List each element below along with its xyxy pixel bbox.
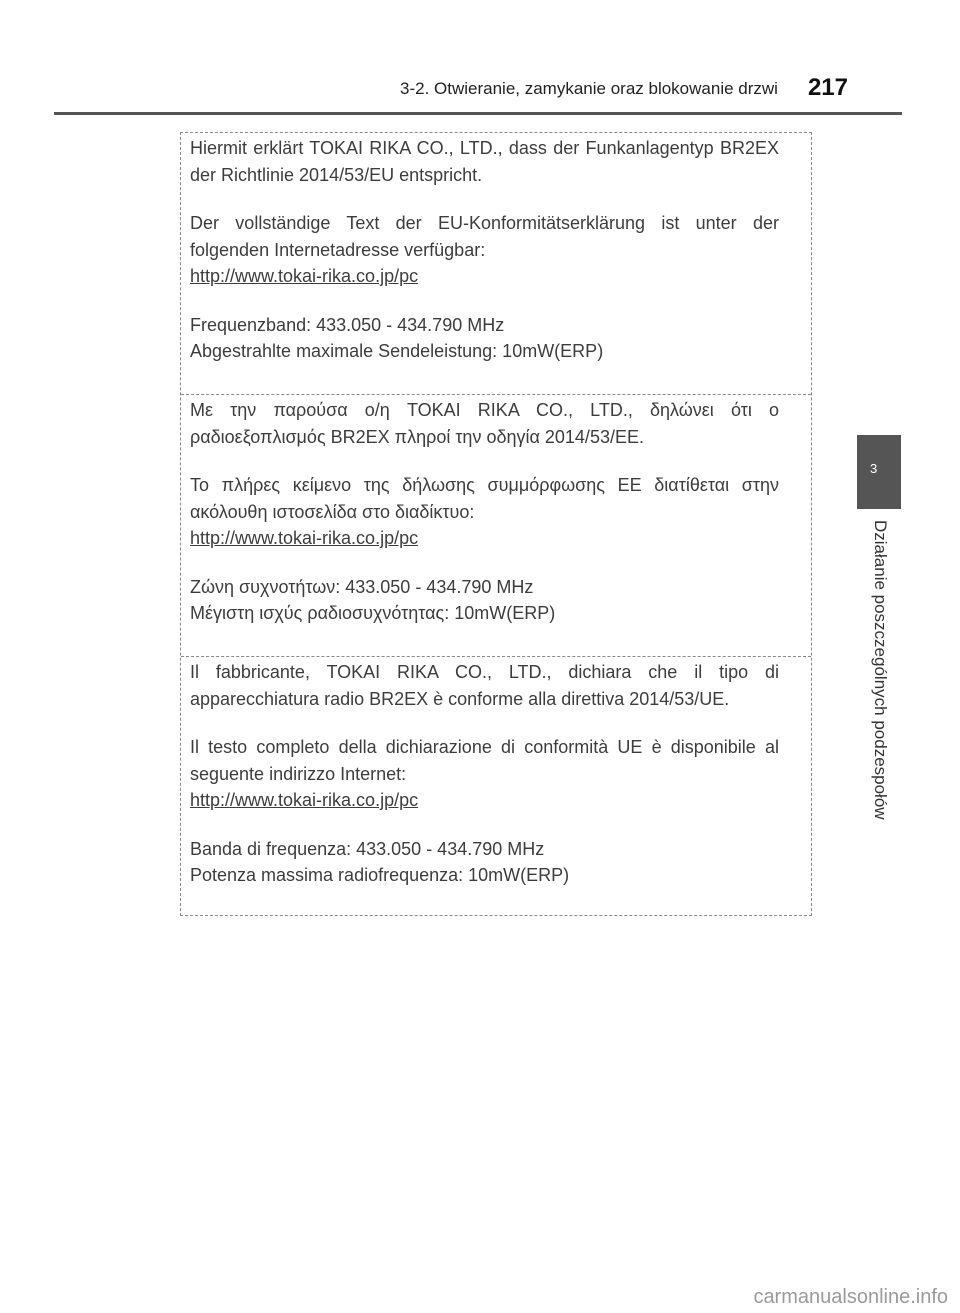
site-watermark: carmanualsonline.info [753,1286,948,1308]
page-header [0,74,848,102]
frequency-band: Frequenzband: 433.050 - 434.790 MHz [190,314,505,335]
frequency-band: Ζώνη συχνοτήτων: 433.050 - 434.790 MHz [190,576,534,597]
declaration-statement: Με την παρούσα ο/η TOKAI RIKA CO., LTD., δηλώνει ότι ο ραδιοεξοπλισμός BR2EX πληροί την οδηγία 2014/53/ΕΕ. [190,400,779,447]
page-number: 217 [807,74,848,101]
declaration-statement: Il fabbricante, TOKAI RIKA CO., LTD., dichiara che il tipo di apparecchiatura radio BR2EX è conforme alla direttiva 2014/53/UE. [190,662,779,709]
chapter-title: Działanie poszczególnych podzespołów [871,520,890,820]
declaration-url[interactable]: http://www.tokai-rika.co.jp/pc [190,266,419,286]
max-power: Μέγιστη ισχύς ραδιοσυχνότητας: 10mW(ERP) [190,603,556,623]
declaration-url[interactable]: http://www.tokai-rika.co.jp/pc [190,528,419,548]
declaration-block-it [181,657,811,915]
declaration-block-el [181,395,811,657]
chapter-tab [857,435,901,509]
section-title: 3-2. Otwieranie, zamykanie oraz blokowanie drzwi [400,79,778,98]
declaration-availability: Il testo completo della dichiarazione di conformità UE è disponibile al seguente indirizzo Internet: [190,737,779,784]
declaration-availability: Το πλήρες κείμενο της δήλωσης συμμόρφωσης ΕΕ διατίθεται στην ακόλουθη ιστοσελίδα στο διαδίκτυο: [190,475,779,522]
max-power: Potenza massima radiofrequenza: 10mW(ERP) [190,865,570,885]
declaration-url[interactable]: http://www.tokai-rika.co.jp/pc [190,790,419,810]
max-power: Abgestrahlte maximale Sendeleistung: 10mW(ERP) [190,341,604,361]
declaration-panel [180,132,812,916]
declaration-statement: Hiermit erklärt TOKAI RIKA CO., LTD., dass der Funkanlagentyp BR2EX der Richtlinie 2014/53/EU entspricht. [190,138,779,185]
chapter-number: 3 [870,461,878,476]
declaration-availability: Der vollständige Text der EU-Konformitätserklärung ist unter der folgenden Internetadresse verfügbar: [190,213,779,260]
declaration-block-de [181,133,811,395]
frequency-band: Banda di frequenza: 433.050 - 434.790 MHz [190,838,545,859]
header-divider [54,112,902,115]
